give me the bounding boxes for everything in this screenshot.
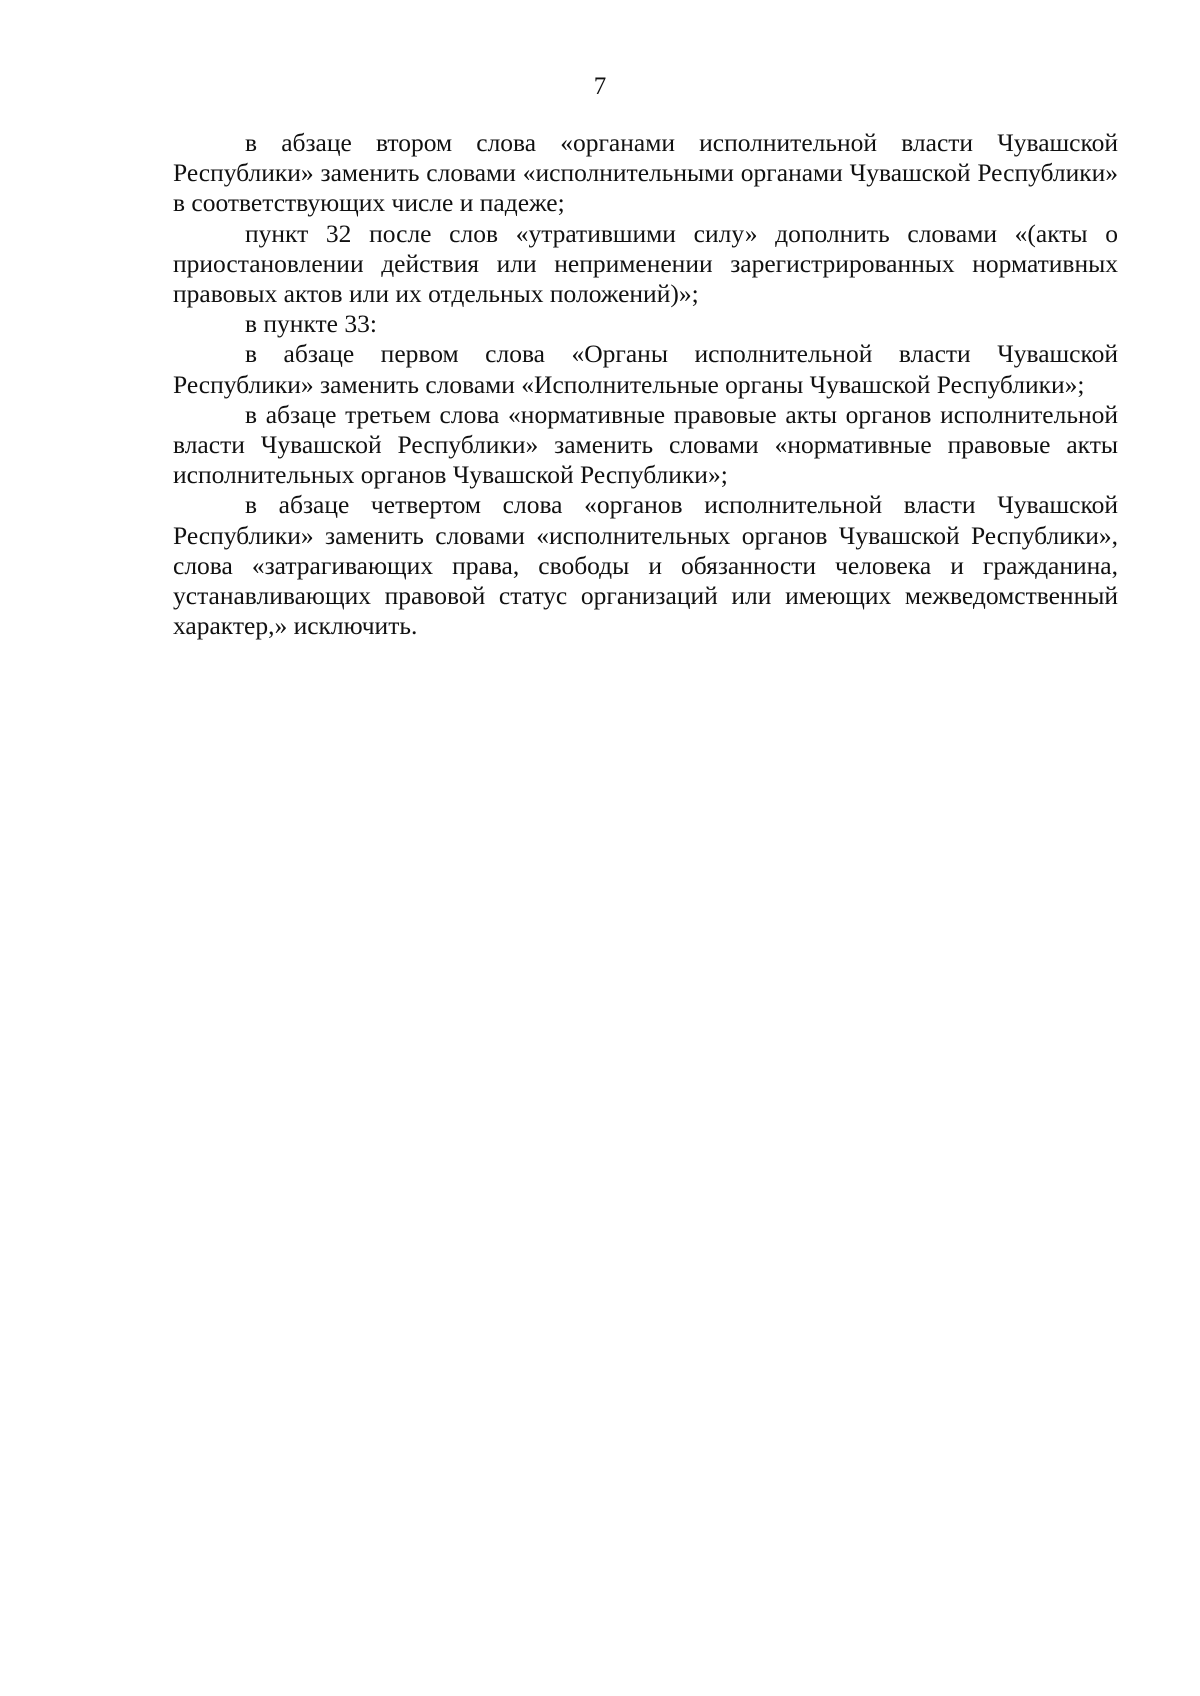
paragraph-amendment-6: в абзаце четвертом слова «органов исполнительной власти Чувашской Республики» заменить словами «исполнительных органов Чувашской Республики», слова «затрагивающих права, свободы и обязанности человека и гражданина, устанавливающих правовой статус организаций или имеющих межведомственный характер,» исключить. bbox=[173, 490, 1118, 641]
paragraph-amendment-1: в абзаце втором слова «органами исполнительной власти Чувашской Республики» заменить словами «исполнительными органами Чувашской Республики» в соответствующих числе и падеже; bbox=[173, 128, 1118, 218]
page-number: 7 bbox=[593, 73, 607, 100]
paragraph-amendment-3: в пункте 33: bbox=[245, 309, 377, 339]
document-body bbox=[173, 128, 1118, 641]
paragraph-amendment-4: в абзаце первом слова «Органы исполнительной власти Чувашской Республики» заменить словами «Исполнительные органы Чувашской Республики»; bbox=[173, 339, 1118, 399]
paragraph-amendment-2: пункт 32 после слов «утратившими силу» дополнить словами «(акты о приостановлении действия или неприменении зарегистрированных нормативных правовых актов или их отдельных положений)»; bbox=[173, 218, 1118, 309]
paragraph-amendment-5: в абзаце третьем слова «нормативные правовые акты органов исполнительной власти Чувашской Республики» заменить словами «нормативные правовые акты исполнительных органов Чувашской Республики»; bbox=[173, 399, 1118, 490]
